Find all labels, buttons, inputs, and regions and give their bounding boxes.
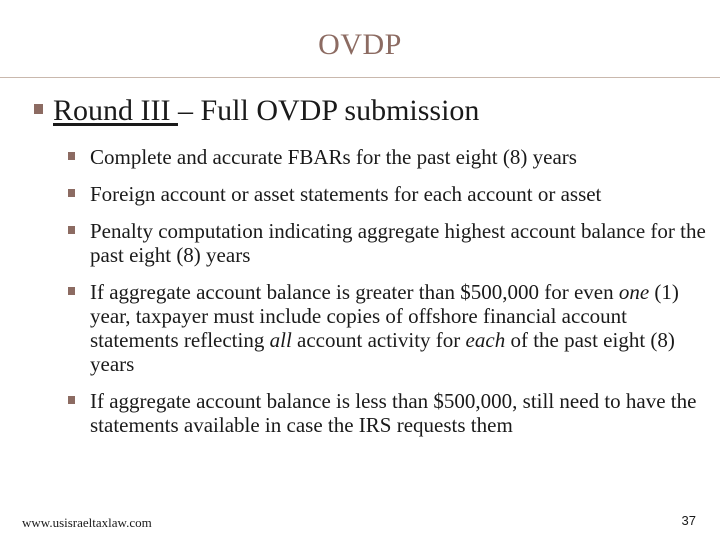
footer-url[interactable]: www.usisraeltaxlaw.com (22, 515, 152, 530)
list-item-text: Penalty computation indicating aggregate highest account balance for the past eight (8) years (90, 219, 706, 267)
square-bullet-icon (68, 189, 75, 197)
list-item (68, 145, 708, 169)
square-bullet-icon (68, 396, 75, 404)
emphasis-all: all (269, 328, 292, 352)
text-segment: of the past eight (8) years (90, 328, 675, 376)
list-item (68, 280, 708, 376)
text-segment: If aggregate account balance is greater than $500,000 for even (90, 280, 619, 304)
text-segment: account activity for (291, 328, 466, 352)
main-bullet (34, 92, 704, 130)
slide-title: OVDP (318, 28, 402, 61)
list-item (68, 219, 708, 267)
text-segment: (1) year, taxpayer must include copies of offshore financial account statements reflecting (90, 280, 679, 352)
emphasis-one: one (618, 280, 650, 304)
list-item-text (90, 280, 679, 376)
emphasis-each: each (465, 328, 506, 352)
sub-bullet-list (68, 145, 708, 450)
list-item-text: If aggregate account balance is less than $500,000, still need to have the statements available in case the IRS requests them (90, 389, 697, 437)
list-item-text: Complete and accurate FBARs for the past eight (8) years (90, 145, 577, 169)
heading-underlined-text: Round III (53, 94, 178, 127)
list-item-text: Foreign account or asset statements for each account or asset (90, 182, 602, 206)
square-bullet-icon (34, 104, 43, 114)
heading-text: – Full OVDP submission (177, 94, 480, 127)
square-bullet-icon (68, 152, 75, 160)
list-item (68, 389, 708, 437)
page-number: 37 (681, 513, 696, 528)
square-bullet-icon (68, 226, 75, 234)
list-item (68, 182, 708, 206)
square-bullet-icon (68, 287, 75, 295)
title-divider (0, 77, 720, 78)
